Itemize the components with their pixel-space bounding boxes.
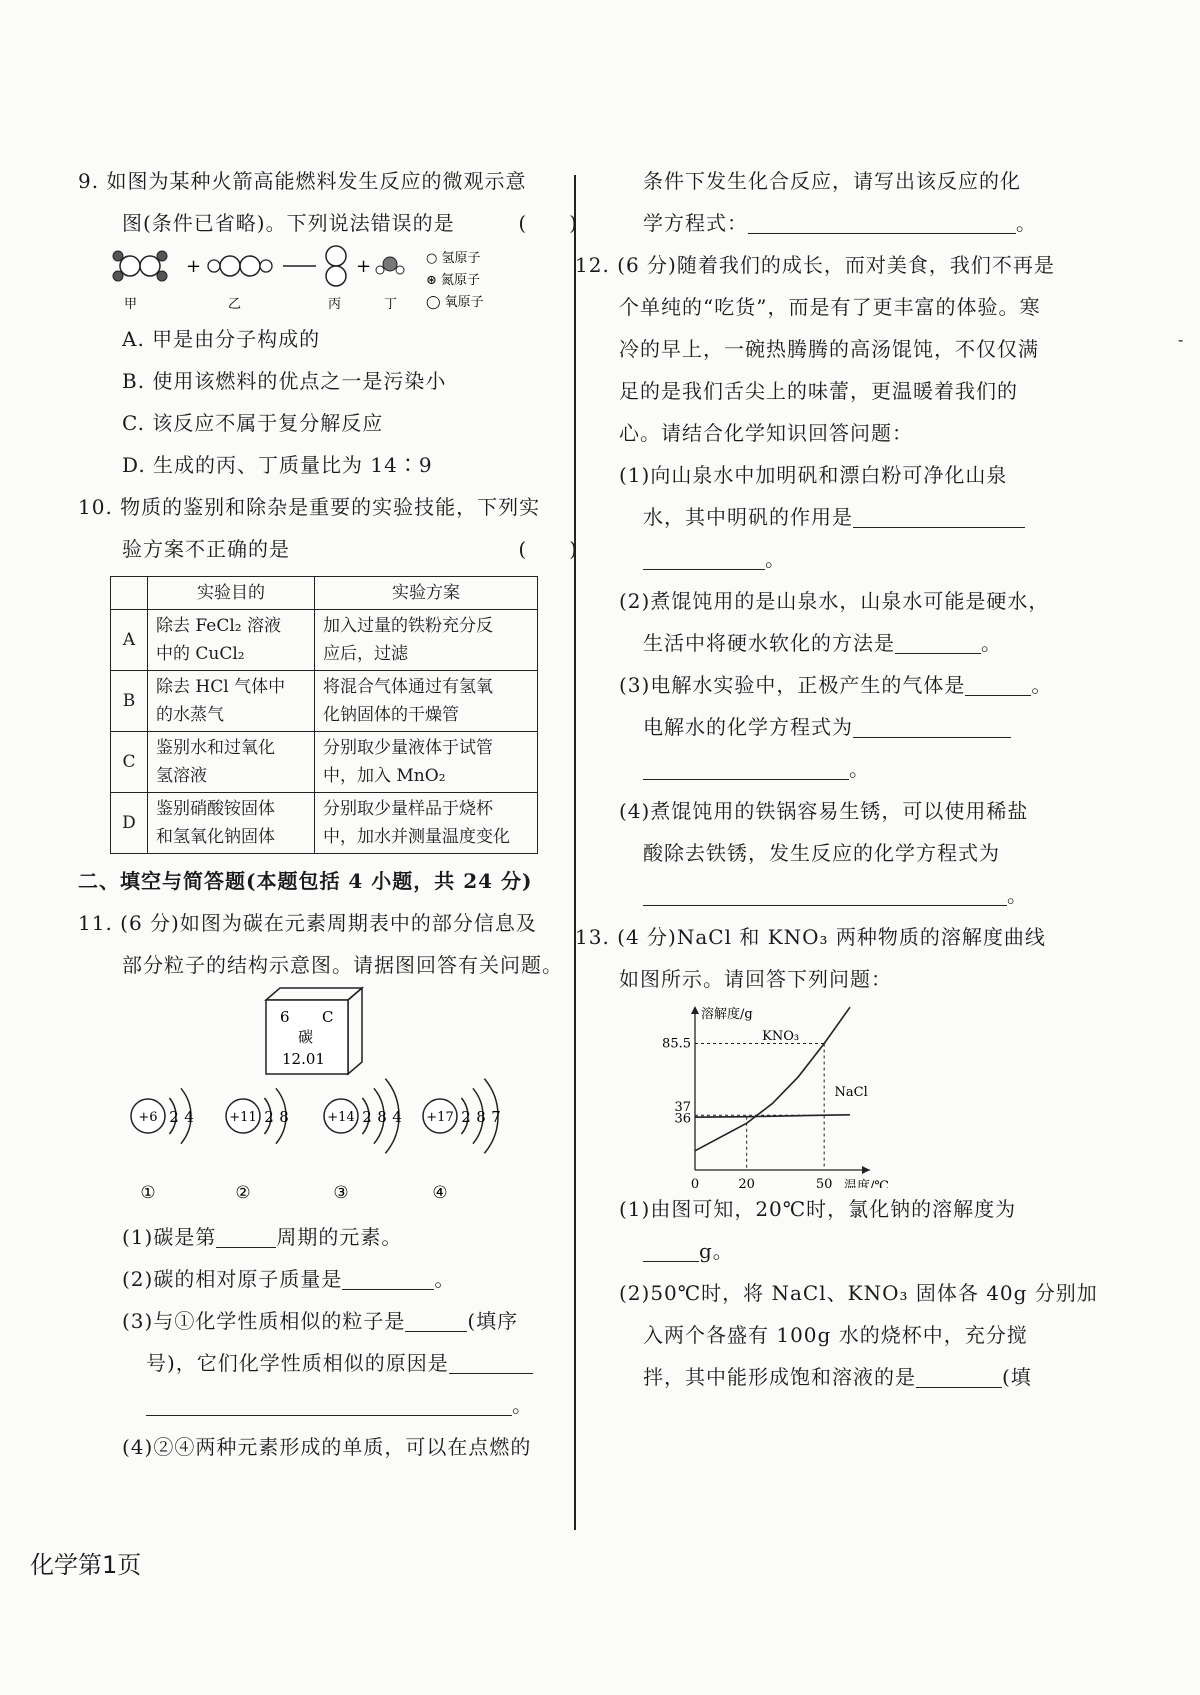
q11-p1-text: (1)碳是第 [122, 1225, 217, 1249]
cell-line: 分别取少量液体于试管 [323, 738, 493, 758]
q13-stem-line1: 13. (4 分)NaCl 和 KNO₃ 两种物质的溶解度曲线 [575, 925, 1046, 949]
q10-table [110, 576, 538, 854]
row-plan [315, 610, 538, 671]
q9-option-b: B. 使用该燃料的优点之一是污染小 [122, 369, 447, 393]
shell-electron-count: 2 [461, 1108, 471, 1126]
q13-p2-line3 [575, 1356, 1055, 1398]
q12-p3-blank-2[interactable] [853, 715, 1011, 738]
q10-answer-paren: ( ) [518, 537, 578, 561]
q9-molecule-diagram [78, 244, 578, 318]
cell-line: 鉴别水和过氧化 [156, 738, 275, 758]
q11-p4: (4)②④两种元素形成的单质，可以在点燃的 [122, 1435, 532, 1459]
q11-p3-end: 。 [512, 1393, 533, 1417]
q11-stem-line2: 部分粒子的结构示意图。请据图回答有关问题。 [122, 953, 563, 977]
q11-p3-blank-2[interactable] [449, 1351, 533, 1374]
q12-p2-line2 [575, 622, 1055, 664]
q9-stem-line2 [78, 202, 578, 244]
nucleus-charge: +14 [327, 1110, 355, 1125]
cell-line: 中的 CuCl₂ [156, 644, 245, 664]
q10-stem-line2 [78, 528, 578, 570]
particle-number: ③ [333, 1183, 349, 1203]
q9-option-d: D. 生成的丙、丁质量比为 14∶9 [122, 453, 433, 477]
particle-number: ④ [432, 1183, 448, 1203]
table-header-purpose: 实验目的 [148, 577, 315, 610]
q12-p1-blank[interactable] [853, 505, 1025, 528]
label-bing: 丙 [328, 297, 342, 312]
row-purpose [148, 671, 315, 732]
cell-line: 除去 HCl 气体中 [156, 677, 286, 697]
q11-stem-line1: 11. (6 分)如图为碳在元素周期表中的部分信息及 [78, 911, 537, 935]
q10-stem-text: 验方案不正确的是 [122, 537, 290, 561]
series-kno3-label: KNO₃ [762, 1028, 800, 1044]
edge-mark: - [1178, 330, 1184, 349]
shell-electron-count: 4 [392, 1108, 402, 1126]
y-axis-arrow [691, 1006, 699, 1014]
q13-stem-line2: 如图所示。请回答下列问题： [619, 967, 892, 991]
y-tick-label: 37 [674, 1100, 691, 1116]
q11-figure-svg [78, 986, 578, 1216]
shell-electron-count: 2 [362, 1108, 372, 1126]
cell-line: 将混合气体通过有氢氧 [323, 677, 493, 697]
q9-option-c: C. 该反应不属于复分解反应 [122, 411, 384, 435]
q12-p1-blank-2[interactable] [643, 547, 765, 570]
q9-option-a: A. 甲是由分子构成的 [122, 327, 321, 351]
q11-p3-blank-3[interactable] [146, 1393, 512, 1416]
element-cell [266, 988, 362, 1074]
molecule-ding [376, 257, 404, 274]
q11-p1 [78, 1216, 578, 1258]
nucleus-charge: +11 [229, 1110, 257, 1125]
q12-p3-text: (3)电解水实验中，正极产生的气体是 [619, 673, 966, 697]
q11-figure [78, 986, 578, 1216]
particle-number: ② [235, 1183, 251, 1203]
q11-p3 [78, 1300, 578, 1342]
table-header-blank [111, 577, 148, 610]
legend-n: ⊛ 氮原子 [426, 273, 481, 288]
table-row [111, 671, 538, 732]
q12-p4-end: 。 [1007, 883, 1028, 907]
q11-cont-line1: 条件下发生化合反应，请写出该反应的化 [643, 169, 1021, 193]
row-purpose [148, 793, 315, 854]
right-column [575, 160, 1098, 1398]
q10-stem-line1: 10. 物质的鉴别和除杂是重要的实验技能，下列实 [78, 495, 541, 519]
q11-p2-blank[interactable] [342, 1267, 434, 1290]
row-label: A [111, 610, 148, 671]
q12-line3: 冷的早上，一碗热腾腾的高汤馄饨，不仅仅满 [619, 337, 1039, 361]
q13-p2-text-end: (填 [1002, 1365, 1032, 1389]
q13-p1-unit: g。 [699, 1239, 734, 1263]
q12-p2: (2)煮馄饨用的是山泉水，山泉水可能是硬水， [619, 589, 1050, 613]
q11-p3-text: (3)与①化学性质相似的粒子是 [122, 1309, 406, 1333]
q12-p3-blank-3[interactable] [643, 757, 849, 780]
q11-p2 [78, 1258, 578, 1300]
q11-p1-blank[interactable] [216, 1225, 276, 1248]
element-mass: 12.01 [282, 1050, 325, 1068]
q11-p3-blank-1[interactable] [405, 1309, 467, 1332]
q12-p4-line2: 酸除去铁锈，发生反应的化学方程式为 [643, 841, 1000, 865]
cell-line: 和氢氧化钠固体 [156, 827, 275, 847]
q13-p2-blank[interactable] [916, 1365, 1002, 1388]
q13-p2-line2: 入两个各盛有 100g 水的烧杯中，充分搅 [643, 1323, 1028, 1347]
q11-cont-text: 学方程式： [643, 211, 748, 235]
q12-p2-text: 生活中将硬水软化的方法是 [643, 631, 895, 655]
series-nacl-line [695, 1115, 850, 1117]
shell-electron-count: 8 [377, 1108, 387, 1126]
q12-p1-text: 水，其中明矾的作用是 [643, 505, 853, 529]
x-axis-arrow [862, 1166, 870, 1174]
particle-diagrams [131, 1079, 501, 1203]
cell-line: 鉴别硝酸铵固体 [156, 799, 275, 819]
q12-p1: (1)向山泉水中加明矾和漂白粉可净化山泉 [619, 463, 1008, 487]
shell-electron-count: 2 [264, 1108, 274, 1126]
q11-p3-text-3: 号)，它们化学性质相似的原因是 [146, 1351, 449, 1375]
series-nacl-label: NaCl [834, 1085, 868, 1100]
x-axis-label: 温度/℃ [844, 1179, 889, 1188]
q12-line2: 个单纯的“吃货”，而是有了更丰富的体验。寒 [619, 295, 1041, 319]
molecule-bing [326, 246, 346, 286]
cell-line: 分别取少量样品于烧杯 [323, 799, 493, 819]
q12-p4-line3 [575, 874, 1055, 916]
q9-stem-line1: 9. 如图为某种火箭高能燃料发生反应的微观示意 [78, 169, 527, 193]
q11-p3-text-2: (填序 [467, 1309, 519, 1333]
row-label: B [111, 671, 148, 732]
q12-p4-blank[interactable] [643, 883, 1007, 906]
y-axis-label: 溶解度/g [701, 1007, 753, 1022]
q12-line4: 足的是我们舌尖上的味蕾，更温暖着我们的 [619, 379, 1018, 403]
shell-electron-count: 4 [184, 1108, 194, 1126]
q13-p2-text: 拌，其中能形成饱和溶液的是 [643, 1365, 916, 1389]
q13-p1-line2 [575, 1230, 1055, 1272]
section-2-heading: 二、填空与简答题(本题包括 4 小题，共 24 分) [78, 869, 533, 893]
molecule-jia [113, 251, 167, 281]
row-plan [315, 671, 538, 732]
cell-line: 的水蒸气 [156, 705, 224, 725]
q12-p3-line3 [575, 748, 1055, 790]
particle-number: ① [140, 1183, 156, 1203]
q12-p3 [575, 664, 1055, 706]
q13-p1-blank[interactable] [643, 1239, 699, 1262]
nucleus-charge: +17 [426, 1110, 454, 1125]
cell-line: 中，加入 MnO₂ [323, 766, 446, 786]
solubility-chart [575, 1000, 1055, 1188]
x-tick-label: 50 [815, 1177, 833, 1188]
q9-answer-paren: ( ) [518, 211, 578, 235]
q12-line1: 12. (6 分)随着我们的成长，而对美食，我们不再是 [575, 253, 1055, 277]
q12-p1-line2 [575, 496, 1055, 538]
row-label: C [111, 732, 148, 793]
element-number: 6 [280, 1008, 290, 1026]
y-tick-label: 36 [674, 1111, 691, 1127]
cell-line: 氢溶液 [156, 766, 207, 786]
q9-molecule-svg [78, 244, 578, 318]
legend-o: ◯ 氧原子 [426, 295, 484, 310]
table-row [111, 793, 538, 854]
table-header-plan: 实验方案 [315, 577, 538, 610]
q12-p2-end: 。 [981, 631, 1002, 655]
q12-p1-line3 [575, 538, 1055, 580]
nucleus-charge: +6 [138, 1110, 158, 1125]
label-jia: 甲 [124, 297, 138, 312]
shell-electron-count: 8 [476, 1108, 486, 1126]
shell-electron-count: 2 [169, 1108, 179, 1126]
row-label: D [111, 793, 148, 854]
cell-line: 应后，过滤 [323, 644, 408, 664]
table-row [111, 732, 538, 793]
row-purpose [148, 732, 315, 793]
x-tick-label: 20 [738, 1177, 755, 1188]
shell-electron-count: 7 [491, 1108, 501, 1126]
cell-line: 化钠固体的干燥管 [323, 705, 459, 725]
row-plan [315, 732, 538, 793]
q13-p2: (2)50℃时，将 NaCl、KNO₃ 固体各 40g 分别加 [619, 1281, 1098, 1305]
q11-equation-blank[interactable] [748, 211, 1016, 234]
shell-electron-count: 8 [279, 1108, 289, 1126]
element-name: 碳 [298, 1028, 314, 1046]
q13-p1: (1)由图可知，20℃时，氯化钠的溶解度为 [619, 1197, 1017, 1221]
q11-p2-end: 。 [434, 1267, 456, 1291]
x-tick-label: 0 [690, 1177, 700, 1188]
y-tick-label: 85.5 [662, 1036, 691, 1052]
q11-cont-line2 [575, 202, 1055, 244]
q12-p3-line2 [575, 706, 1055, 748]
molecule-yi [208, 256, 272, 276]
q11-p2-text: (2)碳的相对原子质量是 [122, 1267, 343, 1291]
q11-p1-text-end: 周期的元素。 [276, 1225, 403, 1249]
q12-p2-blank[interactable] [895, 631, 981, 654]
element-symbol: C [322, 1008, 334, 1026]
plus-2: + [356, 256, 372, 277]
q12-p3-text-2: 电解水的化学方程式为 [643, 715, 853, 739]
cell-line: 中，加水并测量温度变化 [323, 827, 510, 847]
solubility-chart-svg [575, 1000, 1055, 1188]
q12-line5: 心。请结合化学知识回答问题： [619, 421, 913, 445]
row-plan [315, 793, 538, 854]
q12-p3-blank[interactable] [965, 673, 1031, 696]
q12-p3-end: 。 [849, 757, 870, 781]
legend-h: ○ 氢原子 [426, 251, 481, 266]
row-purpose [148, 610, 315, 671]
q12-p4: (4)煮馄饨用的铁锅容易生锈，可以使用稀盐 [619, 799, 1029, 823]
plus-1: + [186, 256, 202, 277]
left-column [78, 160, 578, 1468]
table-row [111, 610, 538, 671]
q11-p3-line3 [78, 1384, 578, 1426]
cell-line: 加入过量的铁粉充分反 [323, 616, 493, 636]
cell-line: 除去 FeCl₂ 溶液 [156, 616, 281, 636]
table-header-row [111, 577, 538, 610]
label-yi: 乙 [228, 297, 242, 312]
q11-cont-end: 。 [1016, 211, 1037, 235]
q9-stem-text: 图(条件已省略)。下列说法错误的是 [122, 211, 455, 235]
page-footer: 化学第1页 [30, 1551, 142, 1579]
q11-p3-line2 [78, 1342, 578, 1384]
q12-p3-text-end: 。 [1031, 673, 1053, 697]
q12-p1-end: 。 [765, 547, 786, 571]
label-ding: 丁 [384, 297, 398, 312]
